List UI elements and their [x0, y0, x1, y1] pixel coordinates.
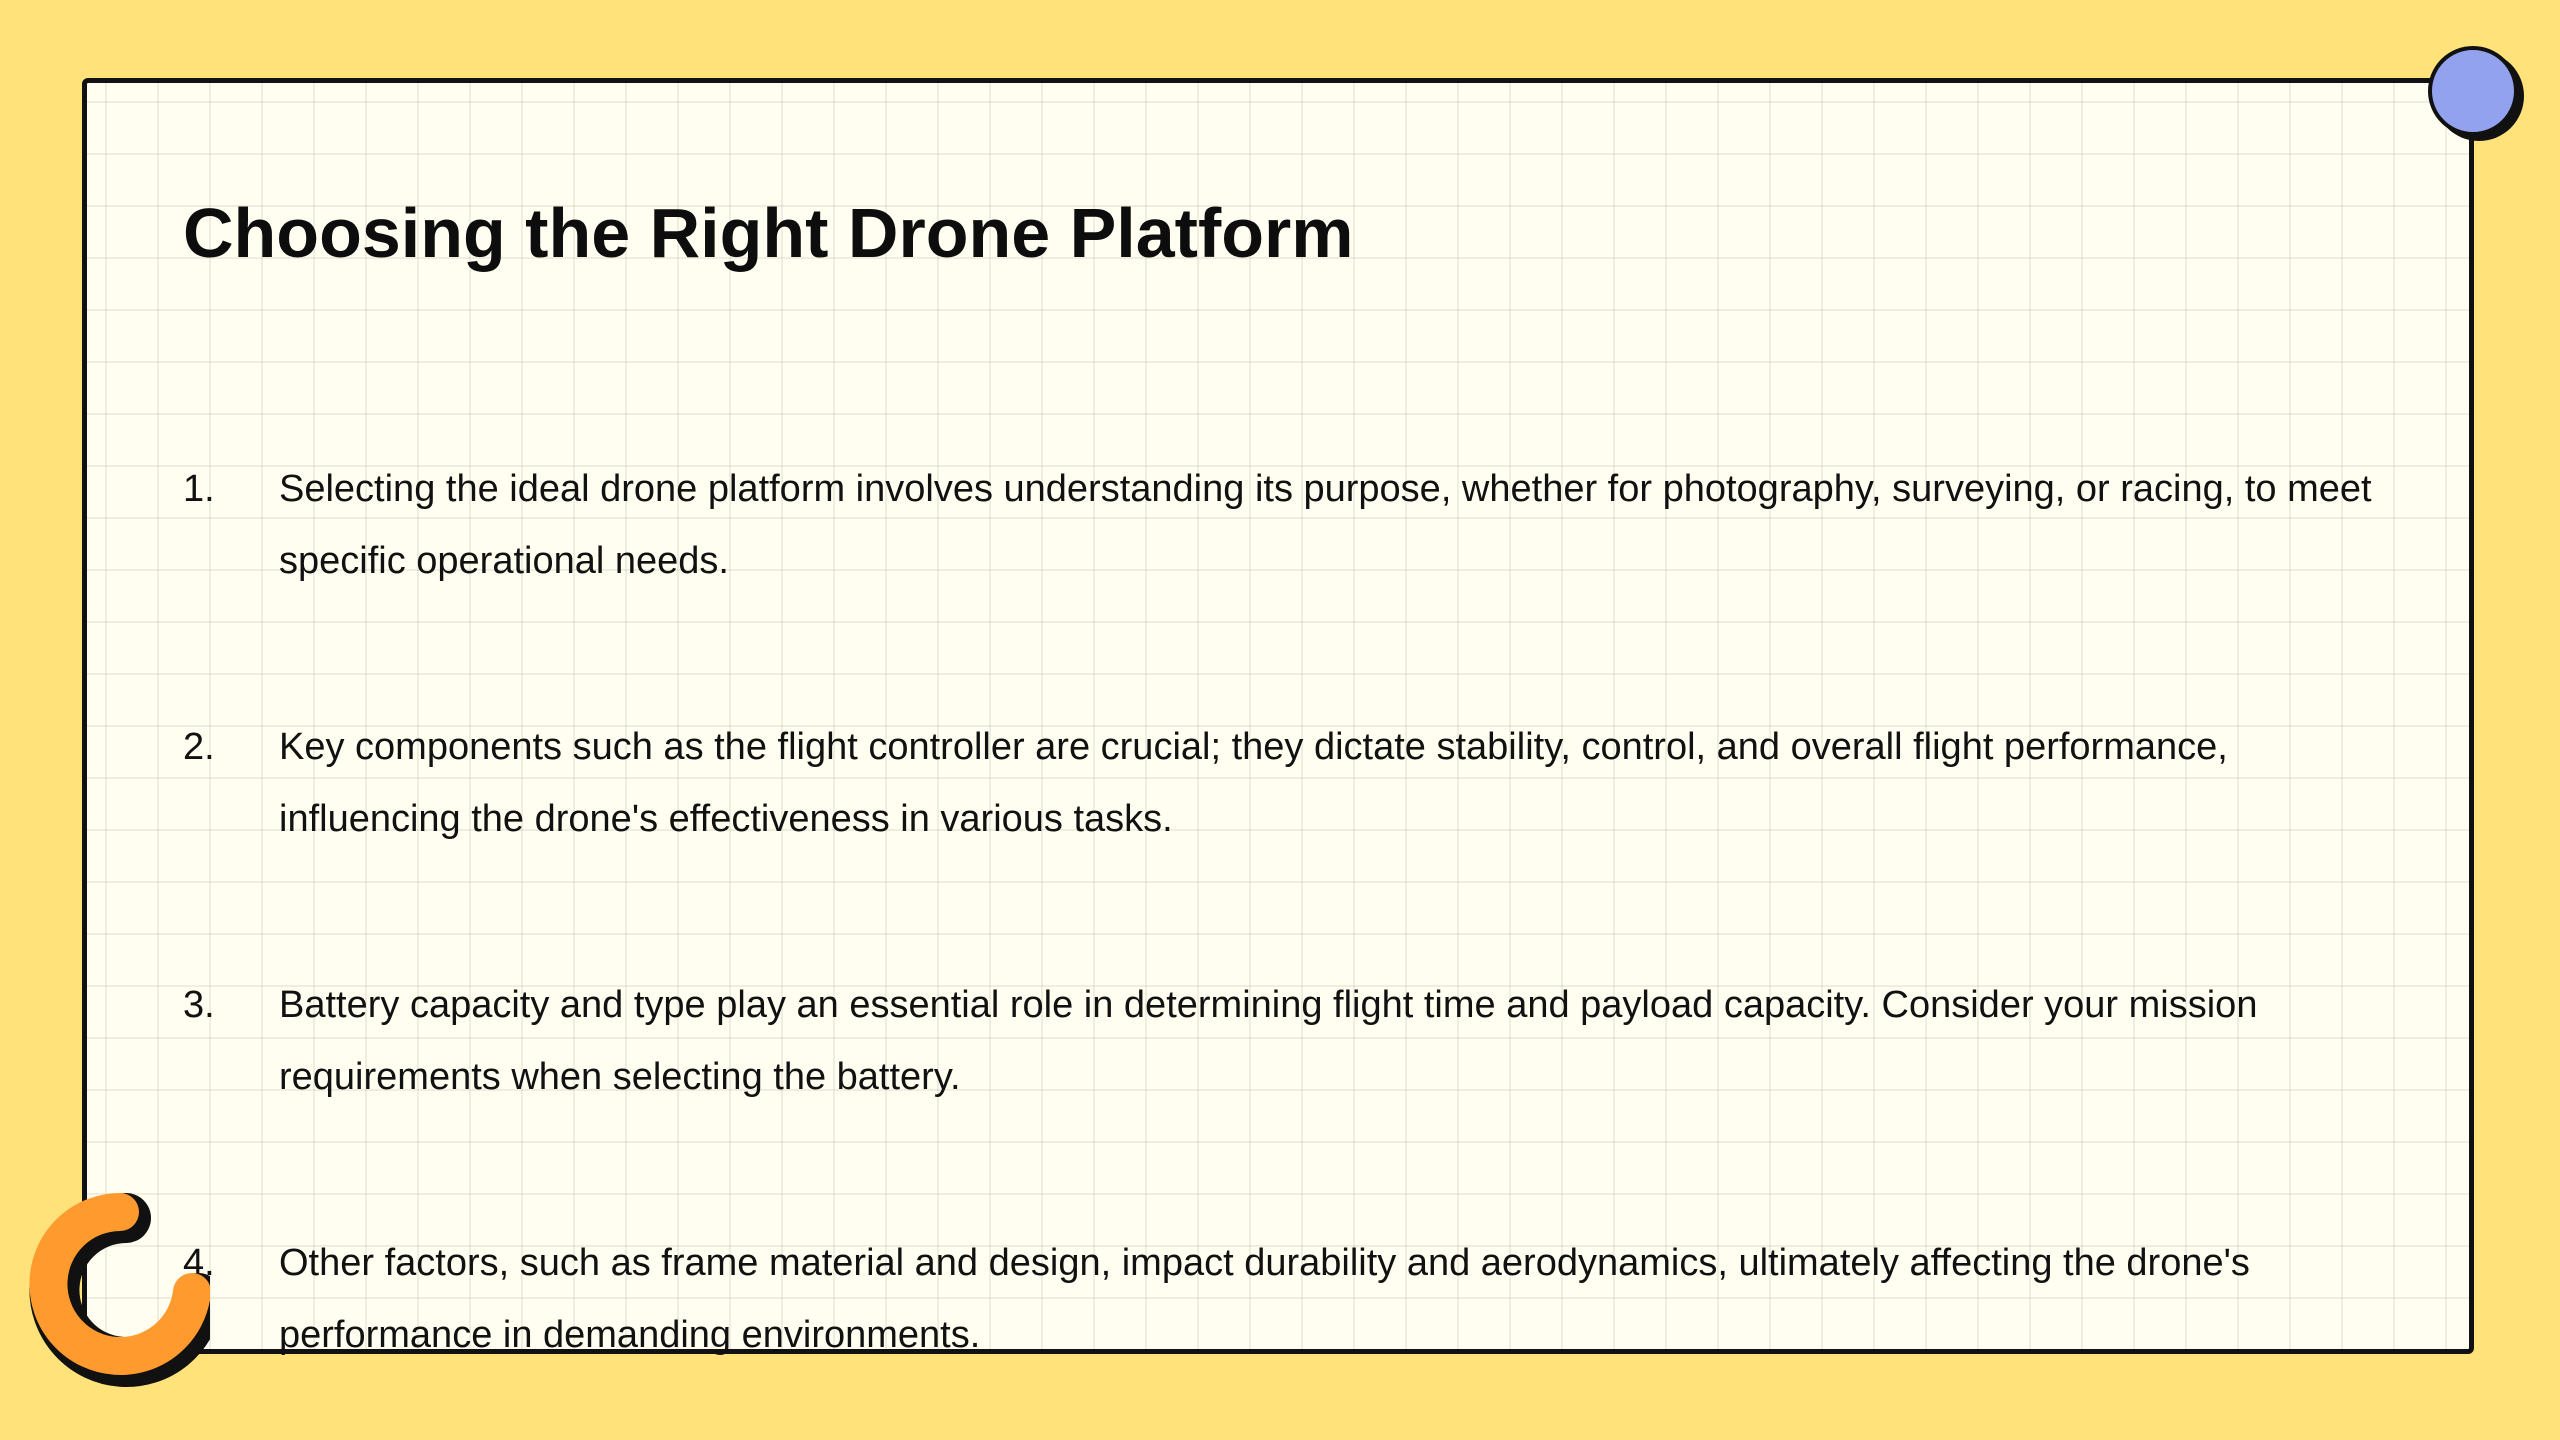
list-item-number: 2.	[183, 726, 215, 768]
list-item	[183, 969, 2383, 1113]
list-item	[183, 711, 2383, 855]
list-item-number: 1.	[183, 468, 215, 510]
list-item-number: 3.	[183, 984, 215, 1026]
list-item-text: Other factors, such as frame material and design, impact durability and aerodynamics, ultimately affecting the drone's performance in demanding environments.	[279, 1242, 2250, 1356]
point-list	[183, 453, 2383, 1371]
list-item-text: Key components such as the flight controller are crucial; they dictate stability, control, and overall flight performance, influencing the drone's effectiveness in various tasks.	[279, 726, 2228, 840]
list-item-text: Battery capacity and type play an essential role in determining flight time and payload capacity. Consider your mission requirements when selecting the battery.	[279, 984, 2258, 1098]
slide-card	[82, 78, 2474, 1354]
slide-title: Choosing the Right Drone Platform	[183, 194, 1354, 272]
list-item	[183, 1227, 2383, 1371]
list-item-text: Selecting the ideal drone platform involves understanding its purpose, whether for photography, surveying, or racing, to meet specific operational needs.	[279, 468, 2372, 582]
orange-arc-icon	[20, 1180, 210, 1400]
list-item-number: 4.	[183, 1242, 215, 1284]
list-item	[183, 453, 2383, 597]
blue-circle-icon	[2428, 46, 2518, 136]
